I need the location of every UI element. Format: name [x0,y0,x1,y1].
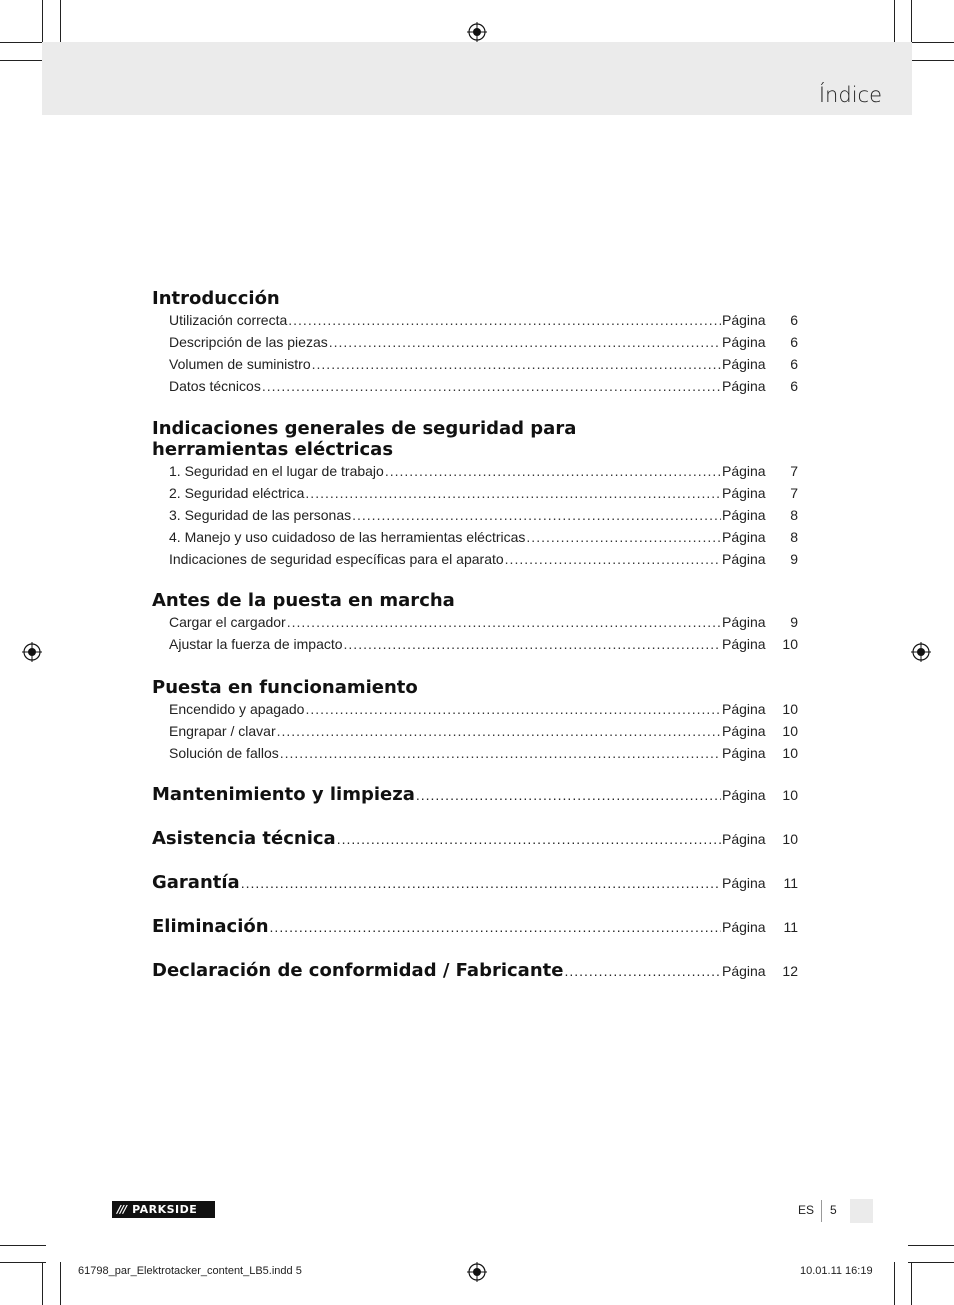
crop-mark [908,1245,954,1246]
entry-label: Engrapar / clavar [169,723,276,739]
page-number: 11 [783,919,798,935]
crop-mark [0,1262,46,1263]
entry-label: Encendido y apagado [169,701,305,717]
page-word: Página [722,831,766,847]
registration-mark-icon [467,1262,487,1282]
page-number: 10 [782,745,798,761]
dot-leader [277,720,721,742]
page-number: 8 [790,507,798,523]
page-word: Página [722,551,766,567]
entry-label: Solución de fallos [169,745,279,761]
page-number-footer: 5 [830,1203,837,1217]
toc-entry[interactable] [152,331,798,353]
dot-leader [526,526,721,548]
page-word: Página [722,919,766,935]
entry-label: Cargar el cargador [169,614,286,630]
page-number: 7 [790,485,798,501]
toc-main-entries [152,784,798,1004]
toc-main-entry[interactable] [152,784,798,828]
crop-mark [42,0,43,46]
section-title: Puesta en funcionamiento [152,677,418,698]
toc-entry[interactable] [152,611,798,633]
dot-leader [416,787,721,803]
page-number: 12 [782,963,798,979]
page-word: Página [722,963,766,979]
toc-main-entry[interactable] [152,872,798,916]
entry-label: Ajustar la fuerza de impacto [169,636,343,652]
dot-leader [385,460,721,482]
slug-datetime: 10.01.11 16:19 [800,1265,873,1277]
page-number: 10 [782,831,798,847]
dot-leader [337,831,721,847]
header-band [42,42,912,115]
crop-mark [60,1262,61,1305]
entry-label: Volumen de suministro [169,356,311,372]
page-word: Página [722,787,766,803]
toc-entry[interactable] [152,548,798,570]
entry-label: Utilización correcta [169,312,288,328]
crop-mark [911,0,912,46]
crop-mark [0,42,46,43]
dot-leader [505,548,721,570]
crop-mark [894,0,895,46]
dot-leader [344,633,721,655]
page-word: Página [722,312,766,328]
page-number: 8 [790,529,798,545]
page-word: Página [722,636,766,652]
section-title-line2: herramientas eléctricas [152,439,394,460]
toc-section [152,418,798,570]
page-word: Página [722,723,766,739]
entry-label: 3. Seguridad de las personas [169,507,352,523]
toc-entry[interactable] [152,720,798,742]
registration-mark-icon [22,642,42,662]
page-word: Página [722,378,766,394]
toc-entry[interactable] [152,633,798,655]
entry-label: Eliminación [152,916,269,937]
page-number: 9 [790,551,798,567]
page-word: Página [722,507,766,523]
entry-label: 4. Manejo y uso cuidadoso de las herramientas eléctricas [169,529,526,545]
dot-leader [352,504,721,526]
page-number: 6 [790,378,798,394]
dot-leader [288,309,721,331]
dot-leader [287,611,721,633]
entry-label: Indicaciones de seguridad específicas para el aparato [169,551,504,567]
entry-label: Descripción de las piezas [169,334,328,350]
dot-leader [312,353,721,375]
page-word: Página [722,334,766,350]
toc-section [152,590,798,655]
brand-logo [112,1201,215,1218]
crop-mark [894,1262,895,1305]
toc-main-entry[interactable] [152,960,798,1004]
dot-leader [262,375,721,397]
language-code: ES [798,1203,815,1217]
entry-label: 1. Seguridad en el lugar de trabajo [169,463,384,479]
page-number: 6 [790,312,798,328]
dot-leader [564,963,721,979]
page-number: 10 [782,701,798,717]
toc-section [152,288,798,397]
toc-entry[interactable] [152,698,798,720]
toc-entry[interactable] [152,353,798,375]
page-word: Página [722,745,766,761]
dot-leader [305,698,721,720]
logo-stripes: /// [117,1203,127,1216]
toc-main-entry[interactable] [152,828,798,872]
page-number: 10 [782,787,798,803]
crop-mark [908,60,954,61]
page-number: 11 [783,875,798,891]
page-number: 7 [790,463,798,479]
dot-leader [270,919,721,935]
page-number: 10 [782,723,798,739]
crop-mark [911,1262,912,1305]
page-word: Página [722,701,766,717]
entry-label: Asistencia técnica [152,828,336,849]
page-number: 9 [790,614,798,630]
entry-label: Garantía [152,872,240,893]
page-title: Índice [818,83,882,107]
entry-label: Mantenimiento y limpieza [152,784,415,805]
slug-filename: 61798_par_Elektrotacker_content_LB5.indd 5 [78,1265,302,1277]
registration-mark-icon [467,22,487,42]
section-title: Antes de la puesta en marcha [152,590,455,611]
page-word: Página [722,529,766,545]
toc-main-entry[interactable] [152,916,798,960]
page-word: Página [722,875,766,891]
page-word: Página [722,485,766,501]
registration-mark-icon [911,642,931,662]
section-title: Introducción [152,288,280,309]
crop-mark [60,0,61,46]
section-title-line1: Indicaciones generales de seguridad para [152,418,577,439]
crop-mark [0,1245,46,1246]
page-number: 10 [782,636,798,652]
page-word: Página [722,463,766,479]
dot-leader [241,875,721,891]
table-of-contents [152,286,798,1004]
entry-label: Declaración de conformidad / Fabricante [152,960,564,981]
toc-section [152,677,798,764]
footer-divider [821,1200,822,1222]
toc-entry[interactable] [152,742,798,764]
crop-mark [908,42,954,43]
toc-entry[interactable] [152,504,798,526]
entry-label: Datos técnicos [169,378,261,394]
crop-mark [908,1262,954,1263]
dot-leader [329,331,721,353]
page-word: Página [722,356,766,372]
page-number: 6 [790,356,798,372]
dot-leader [305,482,721,504]
footer-tab [850,1199,873,1223]
toc-entry[interactable] [152,460,798,482]
toc-entry[interactable] [152,309,798,331]
toc-entry[interactable] [152,482,798,504]
page-number: 6 [790,334,798,350]
dot-leader [280,742,721,764]
toc-entry[interactable] [152,526,798,548]
page-word: Página [722,614,766,630]
toc-entry[interactable] [152,375,798,397]
entry-label: 2. Seguridad eléctrica [169,485,305,501]
crop-mark [42,1262,43,1305]
logo-text: PARKSIDE [132,1203,198,1216]
crop-mark [0,60,46,61]
